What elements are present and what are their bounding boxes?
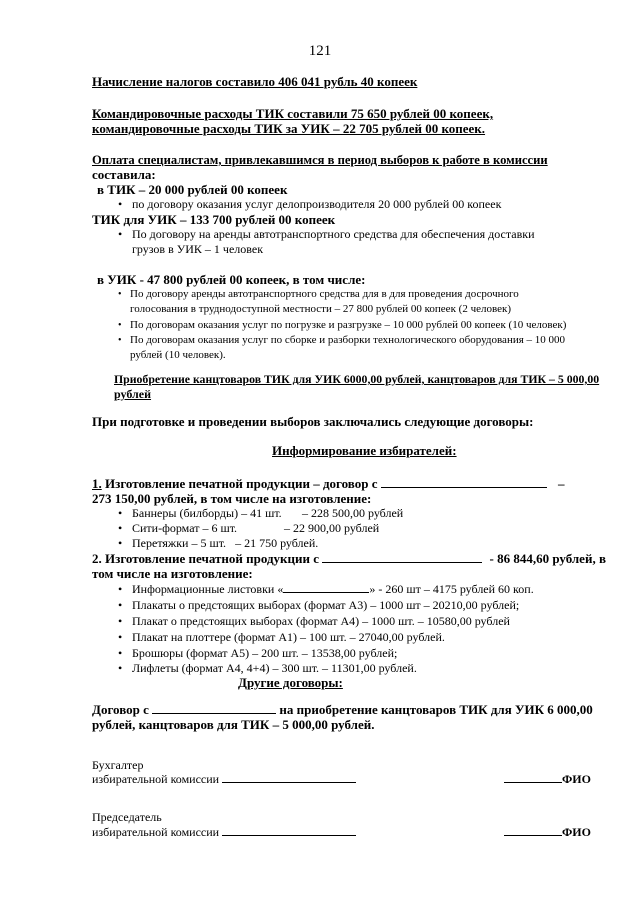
contract-1-line-1 (92, 476, 565, 492)
bullet-icon: • (118, 536, 123, 550)
bullet-icon: • (118, 614, 123, 628)
stationery-line-1: Приобретение канцтоваров ТИК для УИК 6000,00 рублей, канцтоваров для ТИК – 5 000,00 (114, 372, 600, 386)
taxes-line: Начисление налогов составило 406 041 рубль 40 копеек (92, 74, 418, 89)
signature-org-label: избирательной комиссии (92, 825, 220, 839)
stationery-line-2: рублей (114, 387, 152, 401)
uik-item-3-line-2: рублей (10 человек). (130, 349, 226, 361)
fio-label: ФИО (562, 772, 591, 786)
uik-item-2: По договорам оказания услуг по погрузке и разгрузке – 10 000 рублей 00 копеек (10 человек) (130, 319, 567, 331)
bullet-icon: • (118, 630, 123, 644)
uik-heading: в УИК - 47 800 рублей 00 копеек, в том числе: (97, 272, 366, 287)
contract-1-item-2 (132, 521, 380, 536)
contract-1-item-1 (132, 506, 404, 521)
contract-2-item-6: Лифлеты (формат А4, 4+4) – 300 шт. – 11301,00 рублей. (132, 661, 417, 675)
contract-1-line-2: 273 150,00 рублей, в том числе на изготовление: (92, 491, 372, 506)
page-number: 121 (308, 43, 332, 59)
bullet-icon: • (118, 320, 122, 331)
bullet-icon: • (118, 646, 123, 660)
signature-blank (222, 782, 356, 783)
bullet-icon: • (118, 335, 122, 346)
bullet-icon: • (118, 598, 123, 612)
contract-2-line-2: том числе на изготовление: (92, 566, 253, 581)
bullet-icon: • (118, 227, 123, 241)
contract-2-line-1 (92, 551, 606, 567)
item-after: » - 260 шт – 4175 рублей 60 коп. (369, 582, 534, 596)
leaflet-name-blank (283, 592, 369, 593)
contract-2-blank (322, 562, 482, 563)
uik-item-1-line-1: По договору аренды автотранспортного средства для в для проведения досрочного (130, 288, 519, 300)
bullet-icon: • (118, 289, 122, 300)
contract-1-blank (381, 487, 547, 488)
contract-2-amount: - 86 844,60 рублей, в (489, 551, 606, 566)
item-name: Перетяжки – 5 шт. (132, 536, 227, 550)
travel-line-2: командировочные расходы ТИК за УИК – 22 705 рублей 00 копеек. (92, 121, 486, 136)
bullet-icon: • (118, 582, 123, 596)
signature-org-label: избирательной комиссии (92, 772, 220, 786)
contract-1-text: Изготовление печатной продукции – договор с (101, 476, 378, 491)
other-contract-text: на приобретение канцтоваров ТИК для УИК 6 000,00 (279, 702, 593, 717)
tik-uik-item-line-1: По договору на аренды автотранспортного средства для обеспечения доставки (132, 227, 535, 241)
other-contract-prefix: Договор с (92, 702, 149, 717)
fio-blank (504, 835, 562, 836)
contract-2-text: 2. Изготовление печатной продукции с (92, 551, 319, 566)
item-before: Информационные листовки « (132, 582, 284, 596)
contract-2-item-5: Брошюры (формат А5) – 200 шт. – 13538,00 рублей; (132, 646, 398, 660)
signature-role-chairman: Председатель (92, 810, 162, 824)
item-name: Баннеры (билборды) – 41 шт. (132, 506, 282, 520)
signature-org-accountant (92, 772, 356, 787)
informing-heading: Информирование избирателей: (272, 443, 457, 458)
signature-org-chairman (92, 825, 356, 840)
contract-2-item-1 (132, 582, 534, 597)
bullet-icon: • (118, 521, 123, 535)
signature-blank (222, 835, 356, 836)
travel-line-1: Командировочные расходы ТИК составили 75 650 рублей 00 копеек, (92, 106, 494, 121)
item-name: Сити-формат – 6 шт. (132, 521, 238, 535)
tik-heading: в ТИК – 20 000 рублей 00 копеек (97, 182, 288, 197)
signature-role-accountant: Бухгалтер (92, 758, 144, 772)
tik-uik-heading: ТИК для УИК – 133 700 рублей 00 копеек (92, 212, 336, 227)
fio-label: ФИО (562, 825, 591, 839)
contract-1-dash: – (558, 476, 565, 491)
bullet-icon: • (118, 661, 123, 675)
uik-item-3-line-1: По договорам оказания услуг по сборке и разборки технологического оборудования – 10 000 (130, 334, 566, 346)
contract-2-item-3: Плакат о предстоящих выборах (формат А4) – 1000 шт. – 10580,00 рублей (132, 614, 510, 628)
tik-item: по договору оказания услуг делопроизводителя 20 000 рублей 00 копеек (132, 197, 502, 211)
other-contract-line-1 (92, 702, 593, 718)
signature-fio-chairman (504, 825, 591, 840)
bullet-icon: • (118, 197, 123, 211)
item-amount: – 22 900,00 рублей (284, 521, 380, 535)
contract-2-item-4: Плакат на плоттере (формат А1) – 100 шт. – 27040,00 рублей. (132, 630, 445, 644)
signature-fio-accountant (504, 772, 591, 787)
item-amount: – 228 500,00 рублей (302, 506, 404, 520)
bullet-icon: • (118, 506, 123, 520)
item-amount: – 21 750 рублей. (235, 536, 319, 550)
specialists-heading-2: составила: (92, 167, 156, 182)
tik-uik-item-line-2: грузов в УИК – 1 человек (132, 242, 264, 256)
other-contract-blank (152, 713, 276, 714)
contract-1-item-3 (132, 536, 318, 551)
fio-blank (504, 782, 562, 783)
contract-1-number: 1. (92, 476, 102, 491)
specialists-heading: Оплата специалистам, привлекавшимся в период выборов к работе в комиссии (92, 153, 548, 167)
contract-2-item-2: Плакаты о предстоящих выборах (формат А3) – 1000 шт – 20210,00 рублей; (132, 598, 520, 612)
contracts-intro: При подготовке и проведении выборов заключались следующие договоры: (92, 414, 534, 429)
other-contract-line-2: рублей, канцтоваров для ТИК – 5 000,00 рублей. (92, 717, 375, 732)
other-contracts-heading: Другие договоры: (238, 675, 343, 690)
uik-item-1-line-2: голосования в труднодоступной местности – 27 800 рублей 00 копеек (2 человек) (130, 303, 511, 315)
